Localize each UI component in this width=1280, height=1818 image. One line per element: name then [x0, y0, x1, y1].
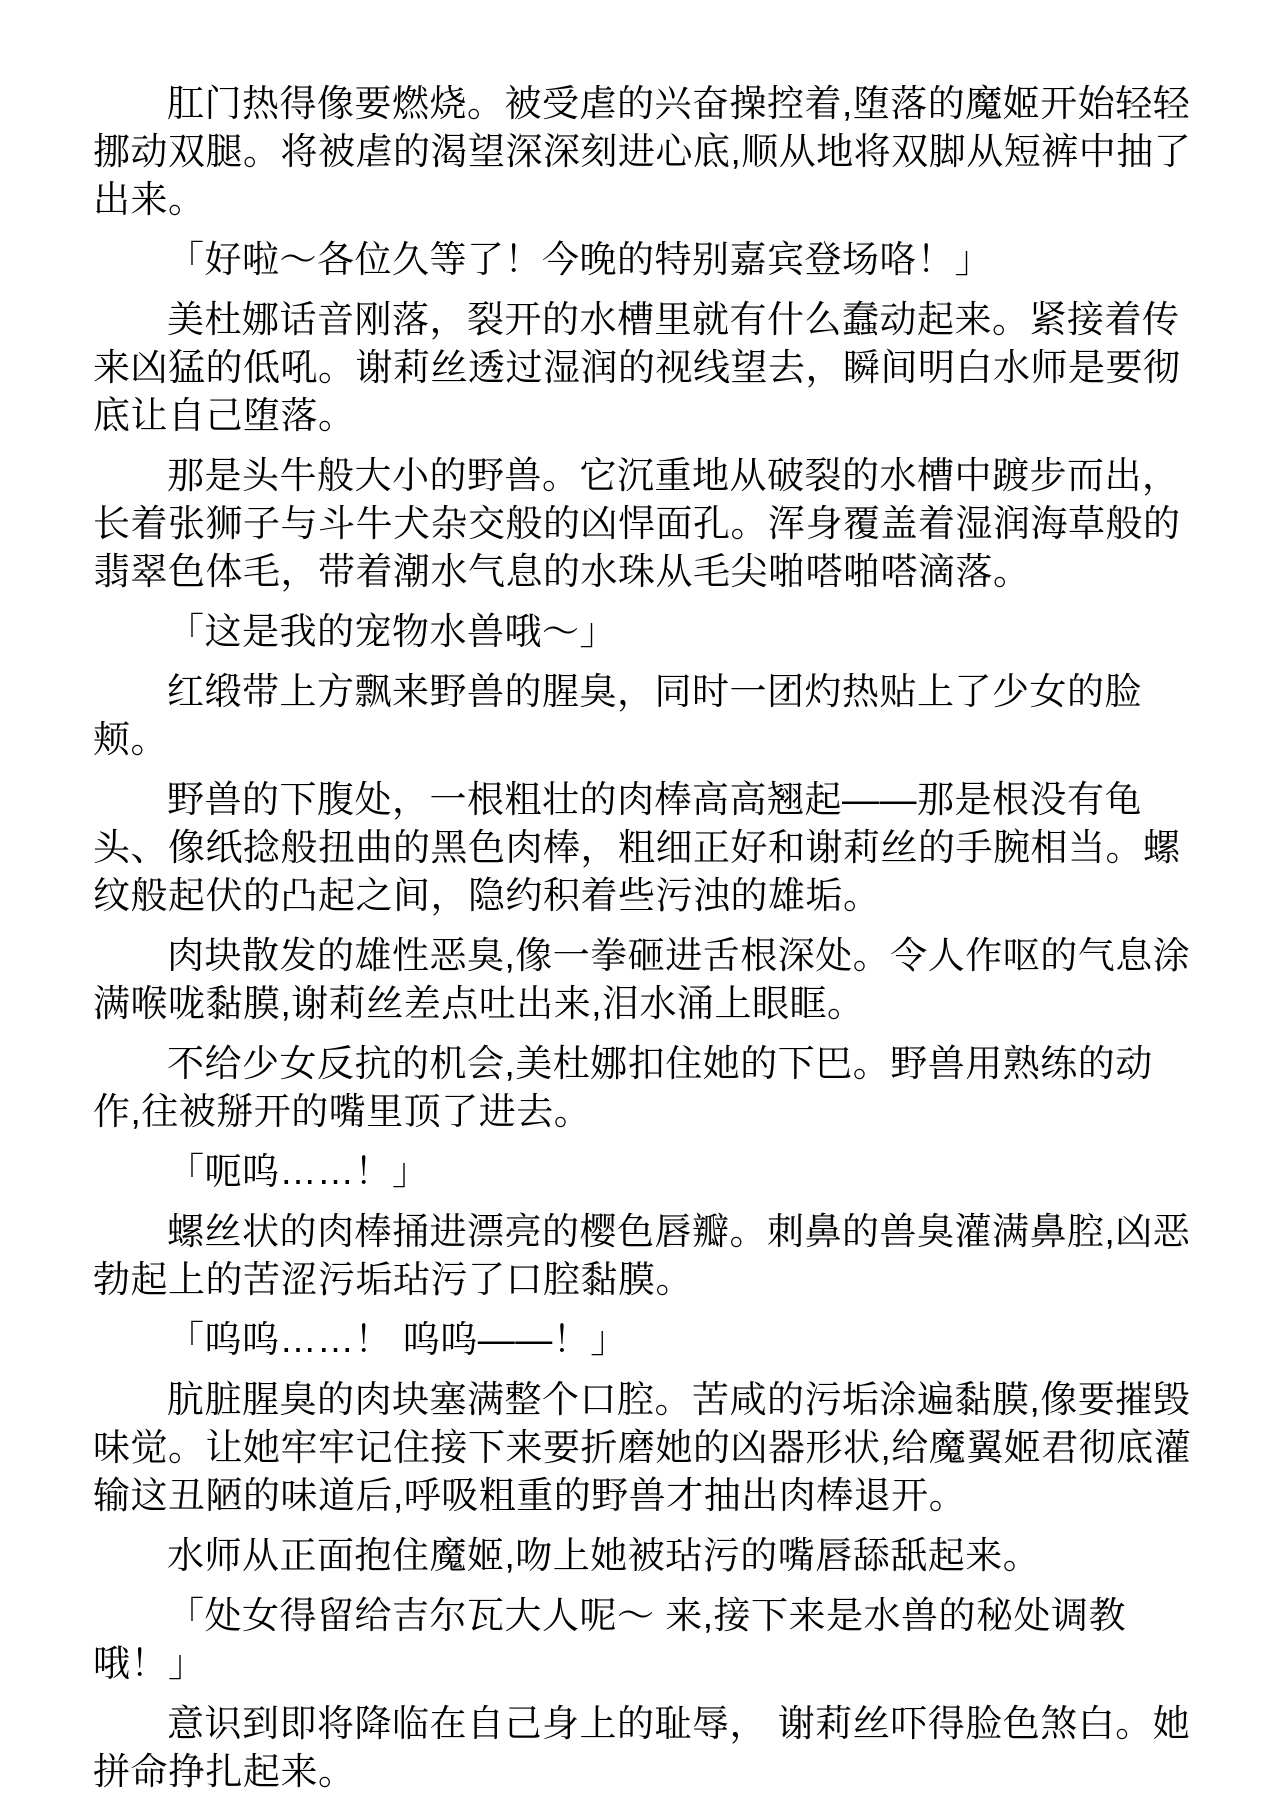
paragraph-1-narration — [93, 80, 1200, 224]
text-line: 「呃呜……！」 — [167, 1151, 430, 1192]
paragraph-8-narration — [93, 932, 1200, 1028]
text-line: 红缎带上方飘来野兽的腥臭，同时一团灼热贴上了少女的脸 — [167, 671, 1142, 712]
text-line: 颊。 — [93, 719, 168, 760]
text-line: 「处女得留给吉尔瓦大人呢～ 来,接下来是水兽的秘处调教 — [167, 1595, 1127, 1636]
text-line: 水师从正面抱住魔姬,吻上她被玷污的嘴唇舔舐起来。 — [167, 1535, 1041, 1576]
text-line: 挪动双腿。将被虐的渴望深深刻进心底,顺从地将双脚从短裤中抽了 — [93, 131, 1192, 172]
text-line: 那是头牛般大小的野兽。它沉重地从破裂的水槽中踱步而出， — [167, 455, 1180, 496]
paragraph-9-narration — [93, 1040, 1200, 1136]
paragraph-3-narration — [93, 296, 1200, 440]
paragraph-15-dialogue — [93, 1592, 1200, 1688]
text-line: 拼命挣扎起来。 — [93, 1751, 356, 1792]
paragraph-6-narration — [93, 668, 1200, 764]
text-line: 出来。 — [93, 179, 206, 220]
text-line: 「好啦～各位久等了！今晚的特别嘉宾登场咯！」 — [167, 239, 992, 280]
paragraph-10-dialogue — [93, 1148, 1200, 1196]
text-line: 满喉咙黏膜,谢莉丝差点吐出来,泪水涌上眼眶。 — [93, 983, 865, 1024]
paragraph-11-narration — [93, 1208, 1200, 1304]
text-line: 「这是我的宠物水兽哦～」 — [167, 611, 617, 652]
text-line: 作,往被掰开的嘴里顶了进去。 — [93, 1091, 592, 1132]
text-line: 纹般起伏的凸起之间，隐约积着些污浊的雄垢。 — [93, 875, 881, 916]
text-line: 野兽的下腹处，一根粗壮的肉棒高高翘起——那是根没有龟 — [167, 779, 1142, 820]
text-line: 哦！」 — [93, 1643, 206, 1684]
text-line: 勃起上的苦涩污垢玷污了口腔黏膜。 — [93, 1259, 693, 1300]
paragraph-7-narration — [93, 776, 1200, 920]
text-line: 输这丑陋的味道后,呼吸粗重的野兽才抽出肉棒退开。 — [93, 1475, 967, 1516]
text-line: 来凶猛的低吼。谢莉丝透过湿润的视线望去，瞬间明白水师是要彻 — [93, 347, 1181, 388]
paragraph-12-dialogue — [93, 1316, 1200, 1364]
paragraph-5-dialogue — [93, 608, 1200, 656]
text-line: 美杜娜话音刚落，裂开的水槽里就有什么蠢动起来。紧接着传 — [167, 299, 1180, 340]
text-line: 肮脏腥臭的肉块塞满整个口腔。苦咸的污垢涂遍黏膜,像要摧毁 — [167, 1379, 1191, 1420]
paragraph-13-narration — [93, 1376, 1200, 1520]
paragraph-14-narration — [93, 1532, 1200, 1580]
paragraph-2-dialogue — [93, 236, 1200, 284]
text-line: 头、像纸捻般扭曲的黑色肉棒，粗细正好和谢莉丝的手腕相当。螺 — [93, 827, 1181, 868]
text-line: 肛门热得像要燃烧。被受虐的兴奋操控着,堕落的魔姬开始轻轻 — [167, 83, 1191, 124]
text-body — [93, 80, 1200, 1796]
paragraph-4-narration — [93, 452, 1200, 596]
text-line: 长着张狮子与斗牛犬杂交般的凶悍面孔。浑身覆盖着湿润海草般的 — [93, 503, 1181, 544]
text-line: 意识到即将降临在自己身上的耻辱， 谢莉丝吓得脸色煞白。她 — [167, 1703, 1191, 1744]
text-line: 螺丝状的肉棒捅进漂亮的樱色唇瓣。刺鼻的兽臭灌满鼻腔,凶恶 — [167, 1211, 1191, 1252]
text-line: 「呜呜……！ 呜呜——！」 — [167, 1319, 628, 1360]
text-line: 翡翠色体毛，带着潮水气息的水珠从毛尖啪嗒啪嗒滴落。 — [93, 551, 1031, 592]
paragraph-16-narration — [93, 1700, 1200, 1796]
text-line: 底让自己堕落。 — [93, 395, 356, 436]
text-line: 肉块散发的雄性恶臭,像一拳砸进舌根深处。令人作呕的气息涂 — [167, 935, 1191, 976]
text-line: 味觉。让她牢牢记住接下来要折磨她的凶器形状,给魔翼姬君彻底灌 — [93, 1427, 1192, 1468]
text-line: 不给少女反抗的机会,美杜娜扣住她的下巴。野兽用熟练的动 — [167, 1043, 1153, 1084]
